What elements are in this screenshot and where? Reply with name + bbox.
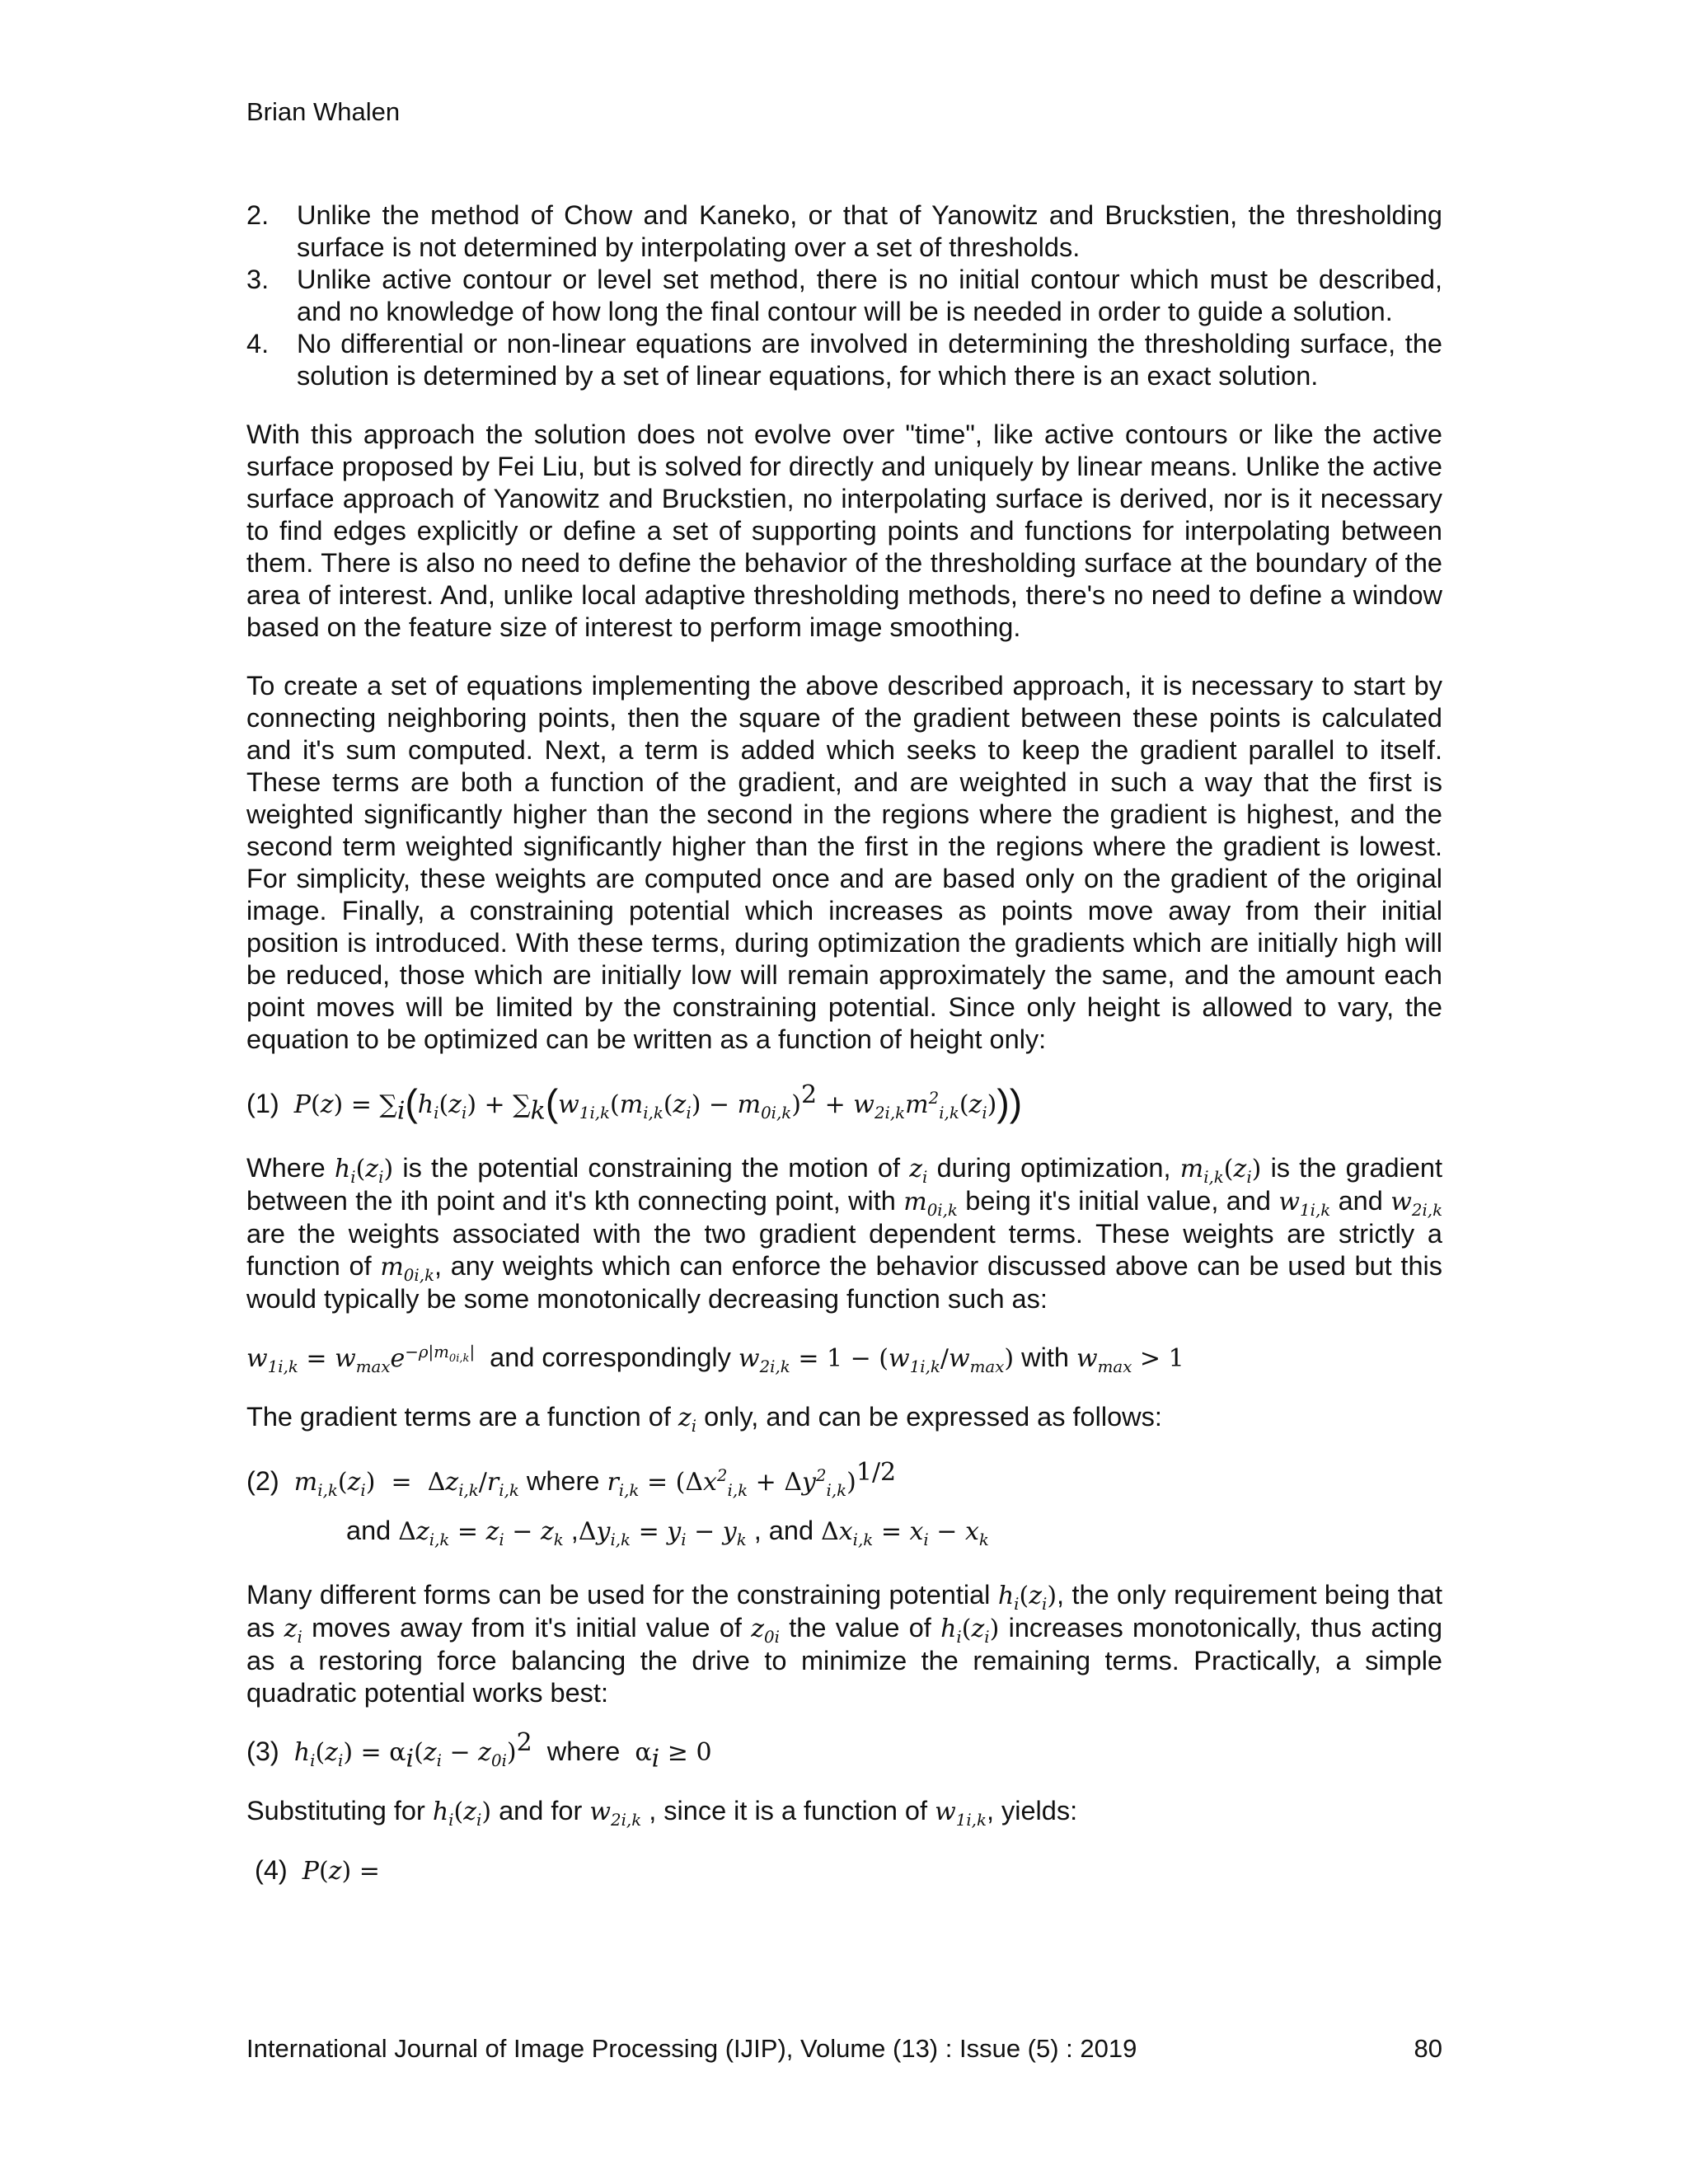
running-header-author: Brian Whalen: [246, 97, 401, 126]
paragraph-substituting: Substituting for $h_i(z_i)$ and for $w_{2i,k}$ , since it is a function of $w_{1i,k}$, yields:: [246, 1796, 1078, 1830]
list-item: [246, 328, 1442, 392]
list-item-text: Unlike active contour or level set method, there is no initial contour which must be described, and no knowledge of how long the final contour will be is needed in order to guide a solution.: [297, 265, 1442, 326]
footer-page-number: 80: [1414, 2034, 1442, 2063]
paragraph-where-definitions: Where $h_i(z_i)$ is the potential constraining the motion of $z_i$ during optimization, $m_{i,k}(z_i)$ is the gradient between the ith point and it's kth connecting point, with $m_{0i,k}$ being it's initial value, and $w_{1i,k}$ and $w_{2i,k}$ are the weights associated with the two gradient dependent terms. These weights are strictly a function of $m_{0i,k}$, any weights which can enforce the behavior discussed above can be used but this would typically be some monotonically decreasing function such as:: [246, 1153, 1443, 1314]
paragraph-gradient-intro: The gradient terms are a function of $z_i$ only, and can be expressed as follows:: [246, 1402, 1162, 1436]
equation-3: (3) $h_i(z_i) = \alpha_i(z_i - z_{0i})^2$ where $\alpha_i \ge 0$: [246, 1728, 712, 1774]
footer-journal: International Journal of Image Processing (IJIP), Volume (13) : Issue (5) : 2019: [246, 2034, 1137, 2063]
equation-4: (4) P(z) =: [255, 1855, 380, 1886]
list-item-number: 3.: [246, 265, 270, 294]
paragraph-constraining-potential: Many different forms can be used for the constraining potential $h_i(z_i)$, the only requirement being that as $z_i$ moves away from it's initial value of $z_{0i}$ the value of $h_i(z_i)$ increases monotonically, thus acting as a restoring force balancing the drive to minimize the remaining terms. Practically, a simple quadratic potential works best:: [246, 1580, 1443, 1708]
list-item-text: No differential or non-linear equations are involved in determining the thresholding surface, the solution is determined by a set of linear equations, for which there is an exact solution.: [297, 329, 1442, 391]
paragraph-equations-setup: To create a set of equations implementing the above described approach, it is necessary to start by connecting neighboring points, then the square of the gradient between these points is calculated and it's sum computed. Next, a term is added which seeks to keep the gradient parallel to itself. These terms are both a function of the gradient, and are weighted in such a way that the first is weighted significantly higher than the second in the regions where the gradient is highest, and the second term weighted significantly higher than the first in the regions where the gradient is lowest. For simplicity, these weights are computed once and are based only on the gradient of the original image. Finally, a constraining potential which increases as points move away from their initial position is introduced. With these terms, during optimization the gradients which are initially high will be reduced, those which are initially low will remain approximately the same, and the amount each point moves will be limited by the constraining potential. Since only height is allowed to vary, the equation to be optimized can be written as a function of height only:: [246, 671, 1442, 1054]
equation-2: (2) $m_{i,k}(z_i) = \Delta z_{i,k}/r_{i,k}$ where $r_{i,k} = (\Delta x^2_{i,k} + \Delta y^2_{i,k})^{1/2}$: [246, 1458, 897, 1500]
body-content: [246, 199, 1442, 1887]
equation-number: (3): [246, 1736, 279, 1766]
list-item-number: 2.: [246, 200, 270, 230]
paragraph-approach: With this approach the solution does not evolve over "time", like active contours or like the active surface proposed by Fei Liu, but is solved for directly and uniquely by linear means. Unlike the active surface approach of Yanowitz and Bruckstien, no interpolating surface is derived, nor is it necessary to find edges explicitly or define a set of supporting points and functions for interpolating between them. There is also no need to define the behavior of the thresholding surface at the boundary of the area of interest. And, unlike local adaptive thresholding methods, there's no need to define a window based on the feature size of interest to perform image smoothing.: [246, 419, 1442, 642]
weights-equation: $w_{1i,k} = w_{max}e^{-\rho|m_{0i,k}|}$ and correspondingly $w_{2i,k} = 1 - (w_{1i,k}/w_{max})$ with $w_{max} > 1$: [246, 1343, 1184, 1376]
list-item: [246, 199, 1442, 264]
list-item-text: Unlike the method of Chow and Kaneko, or that of Yanowitz and Bruckstien, the thresholding surface is not determined by interpolating over a set of thresholds.: [297, 200, 1442, 262]
list-item: [246, 264, 1442, 328]
equation-2-definitions: and $\Delta z_{i,k} = z_i - z_k$ $,\Delta y_{i,k} = y_i - y_k$ , and $\Delta x_{i,k} = x_i - x_k$: [346, 1516, 989, 1549]
list-item-number: 4.: [246, 329, 270, 359]
equation-number: (2): [246, 1466, 279, 1496]
numbered-list: [246, 199, 1442, 392]
equation-number: (1): [246, 1089, 279, 1118]
equation-1: (1) $P(z) = \sum_i(h_i(z_i) + \sum_k(w_{1i,k}(m_{i,k}(z_i) - m_{0i,k})^2 + w_{2i,k}m^2_{i,k}(z_i)))$: [246, 1080, 1023, 1126]
equation-number: (4): [255, 1855, 288, 1885]
